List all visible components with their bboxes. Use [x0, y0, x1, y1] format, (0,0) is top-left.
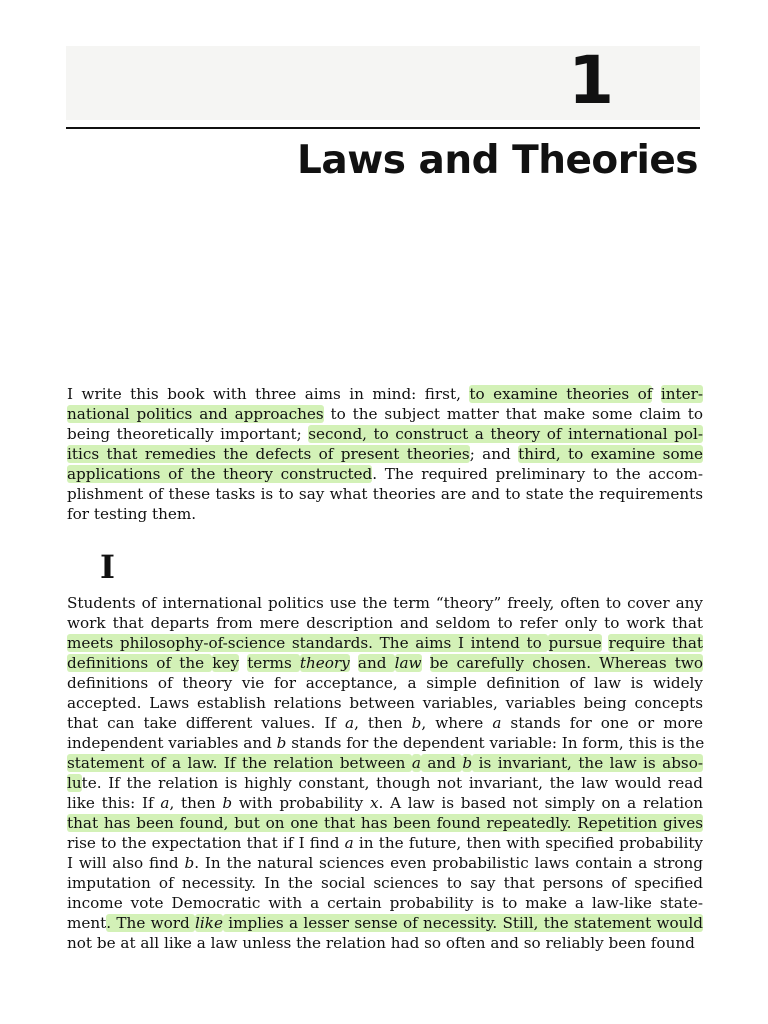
text-span: . In the natural sciences even probabilistic laws contain a strong: [194, 854, 703, 872]
highlighted-text: and: [420, 754, 463, 772]
highlighted-text: definitions of the: [67, 654, 213, 672]
text-span: , where: [421, 714, 493, 732]
text-line: [67, 753, 703, 773]
highlighted-text: a: [411, 754, 421, 772]
text-span: ment: [67, 914, 107, 932]
highlighted-text: pursue: [548, 634, 602, 652]
highlighted-text: require that: [608, 634, 703, 652]
text-span: [350, 654, 358, 672]
text-line: [67, 773, 703, 793]
chapter-number: 1: [568, 42, 614, 119]
text-span: for testing them.: [67, 505, 197, 523]
text-line: [67, 504, 703, 524]
highlighted-text: national politics and approaches: [67, 405, 324, 423]
chapter-divider: [66, 127, 700, 129]
italic-text: b: [276, 734, 287, 752]
text-span: , then: [169, 794, 223, 812]
highlighted-text: theory: [299, 654, 350, 672]
highlighted-text: itics that remedies the defects of present theories: [67, 445, 470, 463]
italic-text: a: [492, 714, 502, 732]
highlighted-text: and: [357, 654, 395, 672]
text-line: [67, 404, 703, 424]
highlighted-text: second, to construct a theory of international pol-: [308, 425, 703, 443]
text-span: being theoretically important;: [67, 425, 309, 443]
text-span: that can take different values. If: [67, 714, 345, 732]
text-line: [67, 464, 703, 484]
intro-paragraph: [67, 384, 703, 524]
text-span: with probability: [232, 794, 370, 812]
text-span: [239, 654, 247, 672]
text-span: like this: If: [67, 794, 161, 812]
text-span: te. If the relation is highly constant, though not invariant, the law would read: [81, 774, 703, 792]
highlighted-text: terms: [247, 654, 300, 672]
text-span: I write this book with three aims in mind: first,: [67, 385, 470, 403]
text-line: [67, 424, 703, 444]
text-line: [67, 384, 703, 404]
highlighted-text: lu: [67, 774, 82, 792]
highlighted-text: b: [462, 754, 473, 772]
text-line: [67, 613, 703, 633]
highlighted-text: applications of the theory constructed: [67, 465, 373, 483]
text-line: [67, 653, 703, 673]
text-line: [67, 633, 703, 653]
highlighted-text: meets philosophy-of-science standards. The aims I intend to: [67, 634, 549, 652]
highlighted-text: . The word: [106, 914, 196, 932]
text-line: [67, 873, 703, 893]
text-span: imputation of necessity. In the social sciences to say that persons of specified: [67, 874, 703, 892]
text-span: [652, 385, 660, 403]
highlighted-text: to examine theories of: [469, 385, 653, 403]
body-paragraph: [67, 593, 703, 953]
text-line: [67, 484, 703, 504]
italic-text: a: [160, 794, 170, 812]
italic-text: x: [369, 794, 379, 812]
text-span: rise to the expectation that if I find: [67, 834, 345, 852]
highlighted-text: be carefully chosen. Whereas two: [429, 654, 704, 672]
text-line: [67, 444, 703, 464]
italic-text: b: [184, 854, 195, 872]
italic-text: a: [345, 714, 355, 732]
highlighted-text: is invariant, the law is abso-: [472, 754, 703, 772]
text-line: [67, 693, 703, 713]
text-span: stands for the dependent variable: In form, this is the: [286, 734, 705, 752]
chapter-title: Laws and Theories: [297, 138, 698, 183]
text-line: [67, 813, 703, 833]
highlighted-text: like: [195, 914, 223, 932]
text-line: [67, 733, 703, 753]
text-span: I will also find: [67, 854, 185, 872]
text-line: [67, 713, 703, 733]
text-line: [67, 913, 703, 933]
text-span: income vote Democratic with a certain probability is to make a law-like state-: [67, 894, 703, 912]
text-span: plishment of these tasks is to say what theories are and to state the requirements: [67, 485, 703, 503]
text-span: stands for one or more: [501, 714, 703, 732]
text-span: ; and: [469, 445, 519, 463]
highlighted-text: that has been found, but on one that has been found repeatedly. Repetition gives: [67, 814, 703, 832]
text-line: [67, 833, 703, 853]
italic-text: a: [344, 834, 354, 852]
text-span: . A law is based not simply on a relation: [378, 794, 703, 812]
text-line: [67, 673, 703, 693]
highlighted-text: key: [212, 654, 240, 672]
text-span: . The required preliminary to the accom-: [372, 465, 703, 483]
text-span: Students of international politics use the term “theory” freely, often to cover any: [67, 594, 703, 612]
text-line: [67, 933, 703, 953]
text-span: independent variables and: [67, 734, 277, 752]
text-line: [67, 853, 703, 873]
text-line: [67, 893, 703, 913]
highlighted-text: statement of a law. If the relation between: [67, 754, 412, 772]
text-span: not be at all like a law unless the relation had so often and so reliably been found: [67, 934, 695, 952]
text-span: to the subject matter that make some claim to: [323, 405, 703, 423]
text-span: , then: [354, 714, 412, 732]
text-span: [422, 654, 430, 672]
text-span: accepted. Laws establish relations between variables, variables being concepts: [67, 694, 703, 712]
text-line: [67, 793, 703, 813]
text-span: definitions of theory vie for acceptance, a simple definition of law is widely: [67, 674, 703, 692]
italic-text: b: [222, 794, 233, 812]
text-span: in the future, then with specified probability: [353, 834, 704, 852]
italic-text: b: [411, 714, 422, 732]
highlighted-text: third, to examine some: [518, 445, 703, 463]
highlighted-text: implies a lesser sense of necessity. Still, the statement would: [222, 914, 704, 932]
highlighted-text: inter-: [660, 385, 703, 403]
section-numeral: I: [100, 548, 115, 586]
text-span: work that departs from mere description and seldom to refer only to work that: [67, 614, 703, 632]
text-line: [67, 593, 703, 613]
highlighted-text: law: [394, 654, 422, 672]
